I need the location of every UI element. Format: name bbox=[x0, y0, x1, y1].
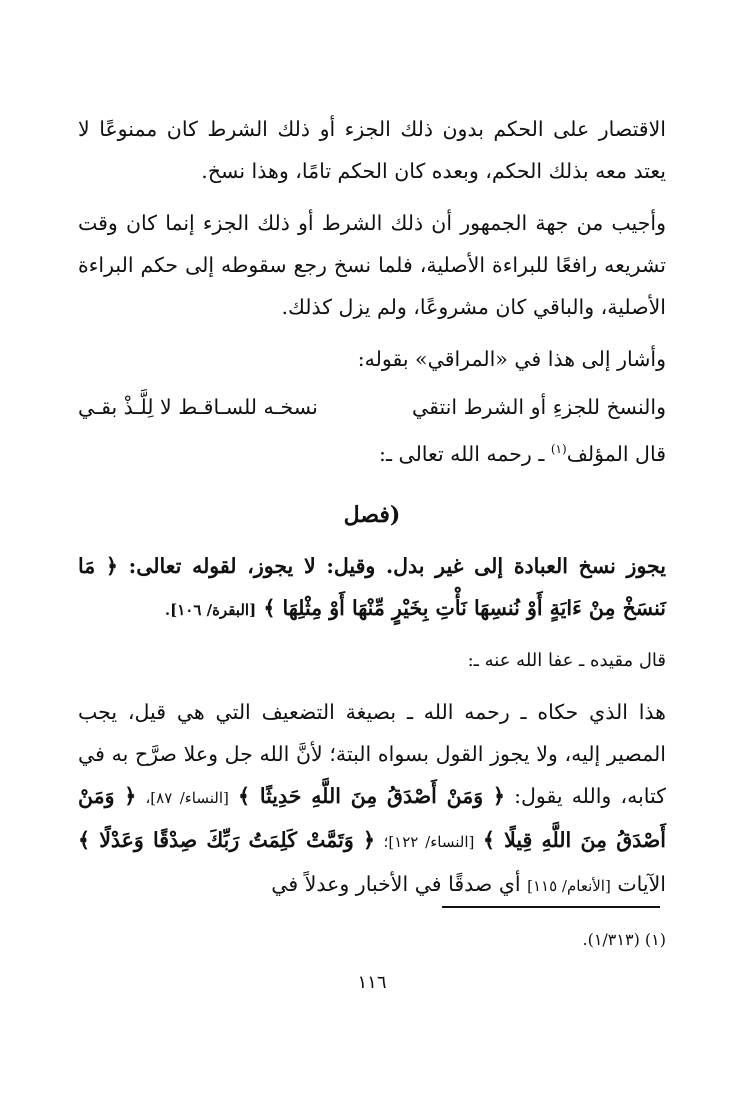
matn-text: يجوز نسخ العبادة إلى غير بدل. وقيل: لا يجوز، لقوله تعالى: bbox=[128, 553, 666, 578]
verse-reference-3: [الأنعام/ ١١٥] bbox=[527, 876, 611, 895]
author-line bbox=[78, 428, 666, 475]
footnote-divider bbox=[442, 906, 660, 908]
verse-second-hemistich: نسخـه للسـاقـط لا لِلَّـذْ بقـي bbox=[78, 395, 318, 419]
author-line-before: قال المؤلف bbox=[566, 441, 666, 466]
quran-verse-1: ﴿ وَمَنْ أَصْدَقُ مِنَ اللَّهِ حَدِيثًا ﴾ bbox=[238, 783, 505, 808]
poetry-verse bbox=[78, 386, 666, 428]
author-line-after: ـ رحمه الله تعالى ـ: bbox=[379, 441, 551, 466]
matn-paragraph bbox=[78, 545, 666, 631]
page-body bbox=[78, 108, 666, 907]
paragraph-1: الاقتصار على الحكم بدون ذلك الجزء أو ذلك الشرط كان ممنوعًا لا يعتد معه بذلك الحكم، وبعده كان الحكم تامًا، وهذا نسخ. bbox=[78, 117, 666, 183]
quran-verse: ﴿ مَا نَنسَخْ مِنْ ءَايَةٍ أَوْ نُنسِهَا نَأْتِ بِخَيْرٍ مِّنْهَا أَوْ مِثْلِهَا ﴾ bbox=[78, 553, 666, 620]
commentary-tail: الآيات bbox=[617, 871, 666, 896]
quran-verse-2: ﴿ وَمَنْ أَصْدَقُ مِنَ اللَّهِ قِيلًا ﴾ bbox=[78, 783, 666, 852]
verse-reference: [البقرة/ ١٠٦]. bbox=[164, 600, 257, 619]
verse-first-hemistich: والنسخ للجزءِ أو الشرط انتقي bbox=[412, 395, 666, 419]
paragraph-2: وأجيب من جهة الجمهور أن ذلك الشرط أو ذلك الجزء إنما كان وقت تشريعه رافعًا للبراءة الأصلية، فلما نسخ رجع سقوطه إلى حكم البراءة الأصلية، والباقي كان مشروعًا، ولم يزل كذلك. bbox=[78, 211, 666, 319]
commentary-paragraph bbox=[78, 691, 666, 907]
quran-verse-3: ﴿ وَتَمَّتْ كَلِمَتُ رَبِّكَ صِدْقًا وَعَدْلًا ﴾ bbox=[78, 827, 375, 852]
page-number: ١١٦ bbox=[357, 972, 387, 993]
footnote: (١) (١/٣١٣). bbox=[582, 930, 666, 949]
section-heading: (فصل bbox=[343, 501, 401, 528]
commentary-text: هذا الذي حكاه ـ رحمه الله ـ بصيغة التضعيف التي هي قيل، يجب المصير إليه، ولا يجوز القول بسواه البتة؛ لأنَّ الله جل وعلا صرَّح به في كتابه، والله يقول: bbox=[78, 699, 666, 808]
commentary-end: أي صدقًا في الأخبار وعدلاً في bbox=[271, 871, 521, 896]
muqayyid-line: قال مقيده ـ عفا الله عنه ـ: bbox=[467, 649, 666, 671]
verse-reference-1: [النساء/ ٨٧]، bbox=[145, 788, 229, 807]
verse-reference-2: [النساء/ ١٢٢]؛ bbox=[383, 832, 475, 851]
paragraph-3: وأشار إلى هذا في «المراقي» بقوله: bbox=[357, 347, 666, 371]
footnote-marker: (١) bbox=[550, 442, 567, 456]
